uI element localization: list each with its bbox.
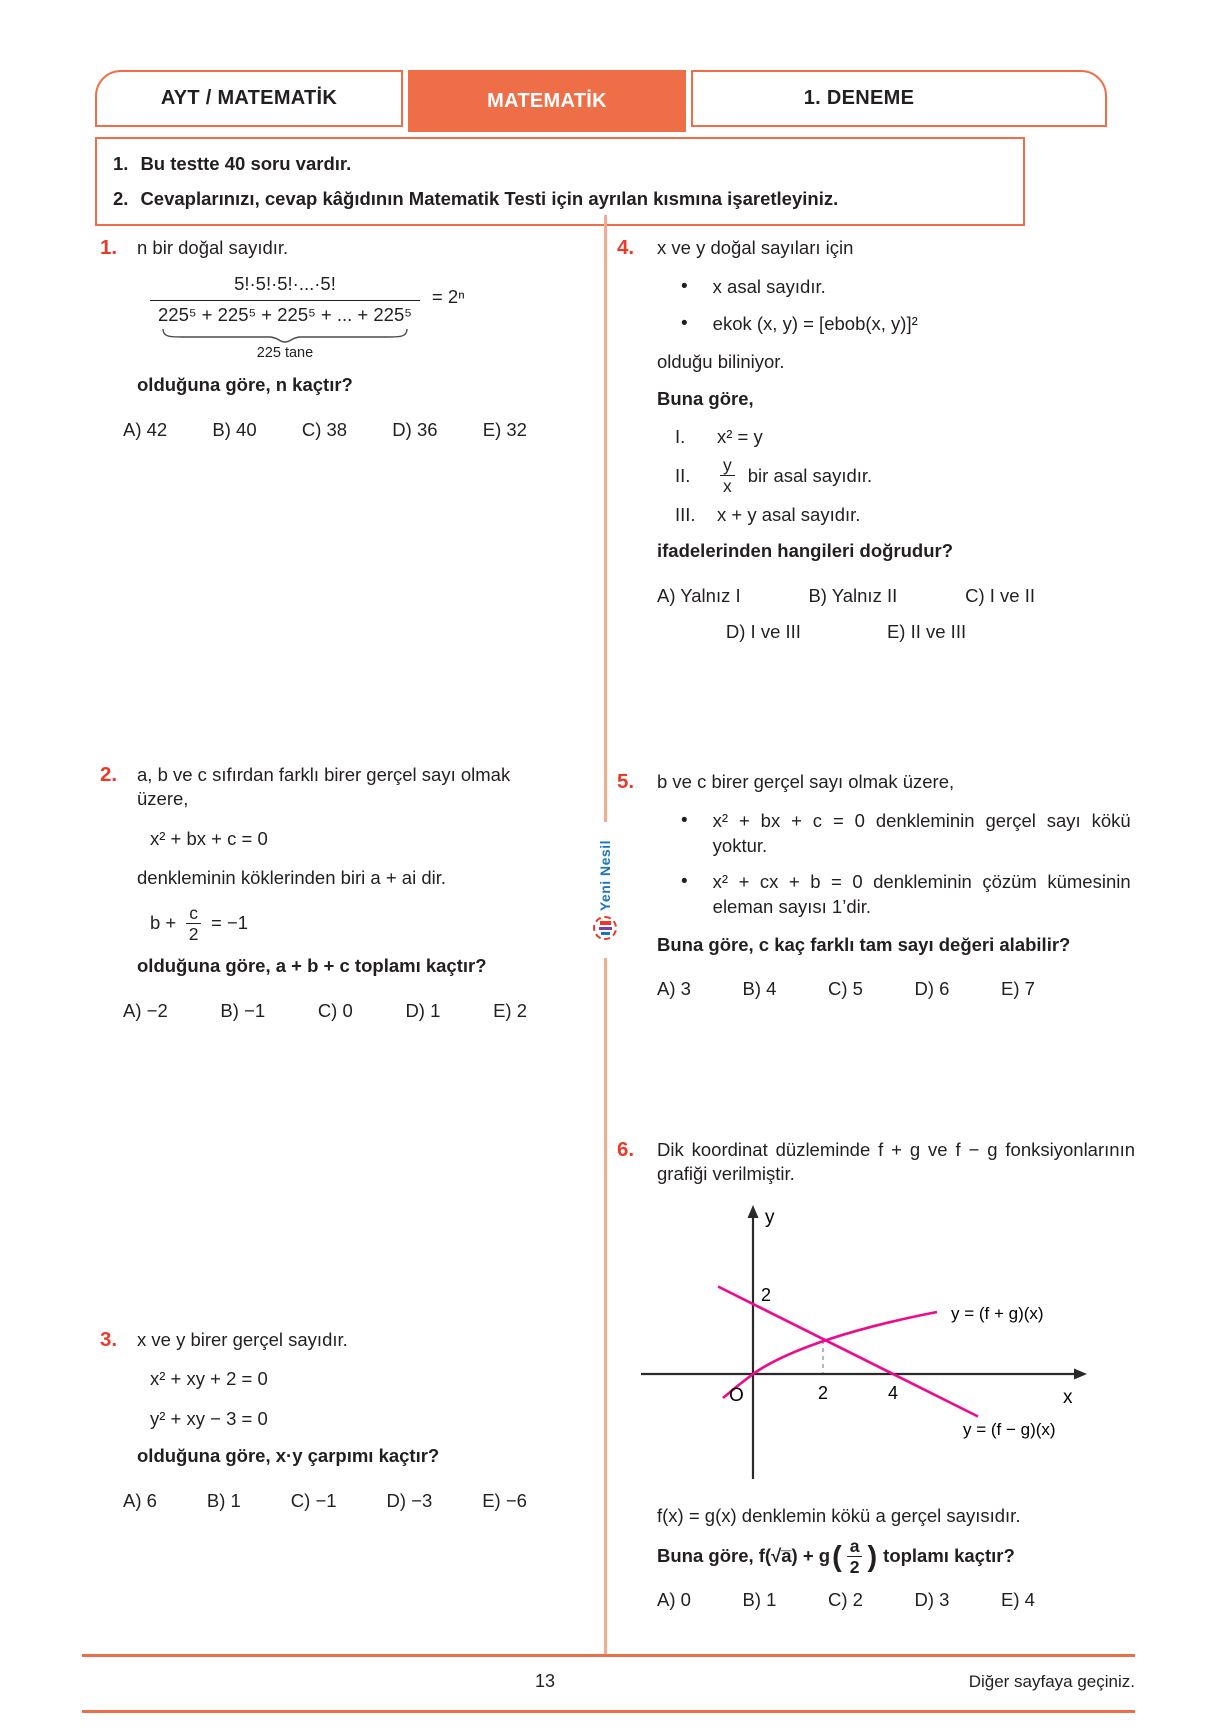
question-prompt: Buna göre, c kaç farklı tam sayı değeri alabilir?: [657, 934, 1071, 956]
answer-options: [123, 999, 527, 1023]
question-number: 1.: [100, 236, 118, 259]
option-b: B) Yalnız II: [808, 584, 898, 606]
option-b: B) 4: [742, 978, 777, 1000]
roman-text: bir asal sayıdır.: [747, 464, 873, 486]
footer-next-page-hint: Diğer sayfaya geçiniz.: [968, 1672, 1135, 1691]
answer-options: [657, 1588, 1035, 1612]
option-b: B) −1: [220, 999, 266, 1021]
bullet-text: x² + cx + b = 0 denkleminin çözüm kümesinin eleman sayısı 1’dir.: [712, 871, 1131, 917]
bullet-icon: •: [681, 313, 688, 335]
q2-frac-numerator: c: [186, 904, 201, 924]
question-1: [100, 236, 560, 442]
bullet-text: x² + bx + c = 0 denkleminin gerçel sayı kökü yoktur.: [712, 810, 1131, 856]
roman-label: II.: [675, 464, 691, 486]
option-d: D) −3: [386, 1489, 433, 1511]
q2-frac-post: = −1: [210, 912, 249, 934]
q1-brace-label: 225 tane: [256, 345, 314, 362]
option-b: B) 1: [206, 1489, 241, 1511]
q6-line: f(x) = g(x) denklemin kökü a gerçel sayısıdır.: [657, 1505, 1021, 1527]
open-paren: (: [832, 1541, 842, 1573]
footer-page-number: 13: [534, 1671, 556, 1691]
x-tick-4: 4: [888, 1382, 899, 1403]
option-c: C) 5: [828, 978, 863, 1000]
question-2: [100, 763, 560, 1023]
question-intro: x ve y doğal sayıları için: [657, 237, 854, 258]
y-axis-label: y: [765, 1206, 775, 1228]
question-number: 4.: [617, 236, 635, 259]
question-intro: n bir doğal sayıdır.: [137, 237, 289, 258]
option-e: E) II ve III: [886, 620, 967, 642]
y-tick-2: 2: [761, 1284, 772, 1305]
header-tab-matematik: MATEMATİK: [408, 70, 686, 132]
instructions-box: [95, 137, 1025, 226]
option-c: C) −1: [290, 1489, 337, 1511]
question-prompt: olduğuna göre, x·y çarpımı kaçtır?: [137, 1445, 440, 1467]
q2-line: denkleminin köklerinden biri a + ai dir.: [137, 867, 447, 889]
bullet-item: [681, 870, 1137, 919]
q4-fraction: [720, 456, 735, 496]
x-axis-label: x: [1063, 1386, 1073, 1408]
q4-frac-denominator: x: [723, 476, 732, 497]
question-prompt: olduğuna göre, n kaçtır?: [137, 374, 353, 396]
q3-equation-2: y² + xy − 3 = 0: [150, 1407, 268, 1429]
close-paren: ): [867, 1541, 878, 1573]
q6-frac-denominator: 2: [849, 1557, 860, 1577]
bullet-text: x asal sayıdır.: [712, 276, 826, 298]
footer-divider-bottom: [82, 1710, 1135, 1713]
question-5: [617, 770, 1137, 1002]
option-e: E) 32: [482, 418, 527, 440]
line-f-minus-g: [718, 1286, 978, 1416]
header-tab-ayt-matematik: AYT / MATEMATİK: [95, 70, 403, 127]
yeni-nesil-logo-icon: [593, 916, 617, 940]
header-tab-deneme: 1. DENEME: [691, 70, 1107, 127]
instruction-number: 1.: [113, 153, 129, 174]
q6-graph: [625, 1201, 1137, 1492]
roman-label: I.: [675, 425, 686, 447]
roman-text: x + y asal sayıdır.: [717, 503, 861, 525]
option-a: A) −2: [123, 999, 168, 1021]
q1-formula-denominator: 225⁵ + 225⁵ + 225⁵ + ... + 225⁵: [150, 300, 420, 327]
option-c: C) 0: [317, 999, 353, 1021]
answer-options: [657, 977, 1035, 1001]
answer-options-row-1: [657, 584, 1035, 608]
bullet-text: ekok (x, y) = [ebob(x, y)]²: [712, 313, 918, 335]
option-a: A) 0: [657, 1589, 691, 1611]
question-number: 6.: [617, 1138, 635, 1161]
x-axis-arrow: [1074, 1368, 1087, 1379]
option-d: D) 3: [914, 1589, 950, 1611]
x-tick-2: 2: [818, 1382, 829, 1403]
bullet-icon: •: [681, 810, 688, 832]
option-d: D) 36: [392, 418, 438, 440]
option-e: E) 2: [493, 999, 527, 1021]
option-b: B) 1: [742, 1589, 777, 1611]
question-number: 5.: [617, 770, 635, 793]
option-c: C) 2: [828, 1589, 863, 1611]
answer-options: [123, 1489, 527, 1513]
q4-line: olduğu biliniyor.: [657, 350, 785, 372]
option-a: A) 6: [123, 1489, 157, 1511]
option-c: C) 38: [301, 418, 348, 440]
q4-lead: Buna göre,: [657, 388, 754, 410]
q1-formula-rhs: = 2ⁿ: [431, 286, 465, 308]
q1-formula: [150, 272, 560, 363]
question-intro: b ve c birer gerçel sayı olmak üzere,: [657, 771, 955, 792]
question-intro: a, b ve c sıfırdan farklı birer gerçel sayı olmak üzere,: [137, 764, 511, 810]
answer-options: [123, 418, 527, 442]
question-number: 3.: [100, 1328, 118, 1351]
answer-options-row-2: [657, 620, 1035, 644]
q6-prompt-pre: Buna göre, f(√a̅) + g: [657, 1545, 831, 1567]
option-a: A) 3: [657, 978, 691, 1000]
bullet-icon: •: [681, 871, 688, 893]
instruction-number: 2.: [113, 187, 129, 209]
question-prompt: [657, 1537, 1137, 1577]
underbrace-icon: [159, 328, 411, 343]
roman-item-3: [675, 503, 1137, 527]
q2-frac-pre: b +: [150, 912, 177, 934]
option-e: E) −6: [482, 1489, 527, 1511]
q6-fraction: [847, 1537, 863, 1577]
curve-f-plus-g: [723, 1312, 937, 1398]
option-d: D) I ve III: [725, 620, 801, 642]
bullet-item: [681, 809, 1137, 858]
q1-formula-numerator: 5!·5!·5!·...·5!: [234, 273, 336, 295]
q2-equation-1: x² + bx + c = 0: [150, 827, 268, 849]
question-prompt: ifadelerinden hangileri doğrudur?: [657, 540, 954, 562]
q6-prompt-post: toplamı kaçtır?: [883, 1545, 1015, 1567]
bullet-item: [681, 312, 1137, 337]
instruction-text: Cevaplarınızı, cevap kâğıdının Matematik Testi için ayrılan kısmına işaretleyiniz.: [140, 187, 839, 209]
instruction-item: [113, 151, 1005, 177]
header: [95, 70, 1107, 132]
roman-item-2: [675, 456, 1137, 496]
bullet-icon: •: [681, 276, 688, 298]
bullet-item: [681, 275, 1137, 300]
question-intro: x ve y birer gerçel sayıdır.: [137, 1329, 348, 1350]
option-c: C) I ve II: [965, 584, 1035, 606]
q2-frac-denominator: 2: [188, 924, 199, 944]
q2-fraction-line: [150, 904, 560, 944]
option-e: E) 4: [1001, 1589, 1035, 1611]
question-3: [100, 1328, 560, 1513]
option-d: D) 1: [405, 999, 441, 1021]
option-a: A) Yalnız I: [657, 584, 741, 606]
option-b: B) 40: [212, 418, 257, 440]
q3-equation-1: x² + xy + 2 = 0: [150, 1368, 268, 1390]
option-e: E) 7: [1001, 978, 1035, 1000]
q4-frac-numerator: y: [720, 456, 735, 476]
roman-item-1: [675, 425, 1137, 449]
instruction-item: [113, 186, 1005, 212]
question-intro: Dik koordinat düzleminde f + g ve f − g fonksiyonlarının grafiği verilmiştir.: [657, 1139, 1135, 1185]
q6-frac-numerator: a: [847, 1537, 863, 1557]
option-a: A) 42: [123, 418, 168, 440]
question-number: 2.: [100, 763, 118, 786]
q2-fraction: [186, 904, 201, 944]
y-axis-arrow: [748, 1205, 759, 1218]
question-4: [617, 236, 1137, 644]
yeni-nesil-logo-text: Yeni Nesil: [597, 839, 613, 912]
footer-divider-top: [82, 1654, 1135, 1657]
roman-text: x² = y: [717, 425, 763, 447]
roman-label: III.: [675, 503, 696, 525]
curve-diff-label: y = (f − g)(x): [963, 1419, 1056, 1439]
question-prompt: olduğuna göre, a + b + c toplamı kaçtır?: [137, 955, 487, 977]
question-6: [617, 1138, 1137, 1613]
origin-label: O: [729, 1384, 744, 1406]
curve-sum-label: y = (f + g)(x): [951, 1303, 1044, 1323]
instruction-text: Bu testte 40 soru vardır.: [140, 153, 352, 174]
option-d: D) 6: [914, 978, 950, 1000]
